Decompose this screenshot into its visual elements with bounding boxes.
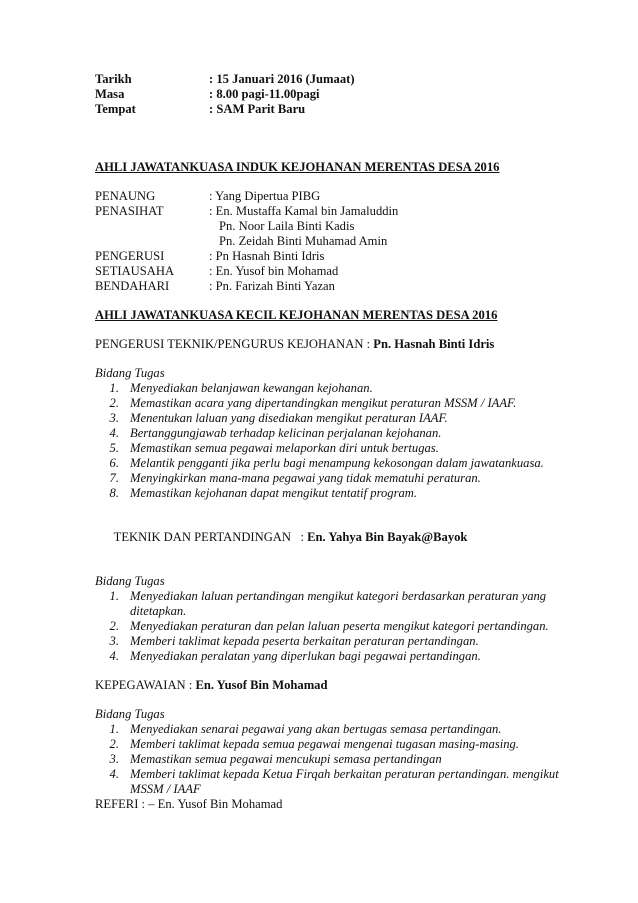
penasihat-extra-2: Pn. Zeidah Binti Muhamad Amin bbox=[219, 234, 388, 248]
tasks-label: Bidang Tugas bbox=[95, 366, 165, 380]
bendahari-key: BENDAHARI bbox=[95, 279, 170, 293]
list-item: 5. Memastikan semua pegawai melaporkan diri untuk bertugas. bbox=[109, 441, 439, 455]
bendahari-value: : Pn. Farizah Binti Yazan bbox=[209, 279, 335, 293]
list-item: 1. Menyediakan laluan pertandingan mengikut kategori berdasarkan peraturan yang ditetapkan. bbox=[109, 589, 547, 618]
info-key: Tarikh bbox=[95, 72, 132, 86]
penasihat-row bbox=[95, 204, 565, 219]
section-person: En. Yahya Bin Bayak@Bayok bbox=[307, 530, 468, 544]
info-value: : 15 Januari 2016 (Jumaat) bbox=[209, 72, 355, 86]
task-list bbox=[95, 589, 565, 664]
section-role: TEKNIK DAN PERTANDINGAN : bbox=[113, 530, 308, 544]
task-list bbox=[95, 722, 565, 797]
tasks-label: Bidang Tugas bbox=[95, 574, 165, 588]
task-list bbox=[95, 381, 565, 501]
info-key: Tempat bbox=[95, 102, 136, 116]
info-value: : SAM Parit Baru bbox=[209, 102, 306, 116]
list-item: 3. Memastikan semua pegawai mencukupi semasa pertandingan bbox=[109, 752, 442, 766]
section-role-line bbox=[95, 337, 565, 352]
list-item: 4. Memberi taklimat kepada Ketua Firqah berkaitan peraturan pertandingan. mengikut MSSM / IAAF bbox=[109, 767, 559, 796]
penasihat-key: PENASIHAT bbox=[95, 204, 164, 218]
list-item: 3. Memberi taklimat kepada peserta berkaitan peraturan pertandingan. bbox=[109, 634, 479, 648]
section-role: KEPEGAWAIAN : bbox=[95, 678, 196, 692]
pengerusi-value: : Pn Hasnah Binti Idris bbox=[209, 249, 325, 263]
penasihat-extra-1: Pn. Noor Laila Binti Kadis bbox=[219, 219, 355, 233]
info-key: Masa bbox=[95, 87, 125, 101]
list-item: 4. Bertanggungjawab terhadap kelicinan perjalanan kejohanan. bbox=[109, 426, 442, 440]
kecil-heading: AHLI JAWATANKUASA KECIL KEJOHANAN MERENTAS DESA 2016 bbox=[95, 308, 498, 322]
bendahari-row bbox=[95, 279, 565, 294]
section-role-line bbox=[95, 515, 565, 560]
list-item: 2. Memberi taklimat kepada semua pegawai mengenai tugasan masing-masing. bbox=[109, 737, 519, 751]
info-value: : 8.00 pagi-11.00pagi bbox=[209, 87, 320, 101]
section-role-line bbox=[95, 678, 565, 693]
section-teknik-pertandingan bbox=[95, 515, 565, 664]
section-person: En. Yusof Bin Mohamad bbox=[195, 678, 328, 692]
referi-line: REFERI : – En. Yusof Bin Mohamad bbox=[95, 797, 283, 811]
list-item: 8. Memastikan kejohanan dapat mengikut tentatif program. bbox=[109, 486, 418, 500]
info-row-date bbox=[95, 72, 565, 87]
penaung-key: PENAUNG bbox=[95, 189, 156, 203]
pengerusi-row bbox=[95, 249, 565, 264]
penaung-value: : Yang Dipertua PIBG bbox=[209, 189, 321, 203]
setiausaha-key: SETIAUSAHA bbox=[95, 264, 175, 278]
section-role: PENGERUSI TEKNIK/PENGURUS KEJOHANAN : bbox=[95, 337, 374, 351]
list-item: 1. Menyediakan senarai pegawai yang akan bertugas semasa pertandingan. bbox=[109, 722, 502, 736]
info-row-time bbox=[95, 87, 565, 102]
document-page bbox=[95, 72, 565, 812]
pengerusi-key: PENGERUSI bbox=[95, 249, 165, 263]
list-item: 6. Melantik pengganti jika perlu bagi menampung kekosongan dalam jawatankuasa. bbox=[109, 456, 544, 470]
info-row-place bbox=[95, 102, 565, 117]
setiausaha-value: : En. Yusof bin Mohamad bbox=[209, 264, 339, 278]
info-block bbox=[95, 72, 565, 117]
list-item: 2. Menyediakan peraturan dan pelan laluan peserta mengikut kategori pertandingan. bbox=[109, 619, 549, 633]
list-item: 3. Menentukan laluan yang disediakan mengikut peraturan IAAF. bbox=[109, 411, 448, 425]
list-item: 4. Menyediakan peralatan yang diperlukan bagi pegawai pertandingan. bbox=[109, 649, 481, 663]
section-pengerusi-teknik bbox=[95, 337, 565, 501]
section-kepegawaian bbox=[95, 678, 565, 797]
list-item: 1. Menyediakan belanjawan kewangan kejohanan. bbox=[109, 381, 373, 395]
penasihat-value: : En. Mustaffa Kamal bin Jamaluddin bbox=[209, 204, 399, 218]
induk-heading: AHLI JAWATANKUASA INDUK KEJOHANAN MERENTAS DESA 2016 bbox=[95, 160, 500, 174]
list-item: 2. Memastikan acara yang dipertandingkan mengikut peraturan MSSM / IAAF. bbox=[109, 396, 517, 410]
list-item: 7. Menyingkirkan mana-mana pegawai yang tidak mematuhi peraturan. bbox=[109, 471, 481, 485]
penaung-row bbox=[95, 189, 565, 204]
section-person: Pn. Hasnah Binti Idris bbox=[373, 337, 495, 351]
setiausaha-row bbox=[95, 264, 565, 279]
tasks-label: Bidang Tugas bbox=[95, 707, 165, 721]
